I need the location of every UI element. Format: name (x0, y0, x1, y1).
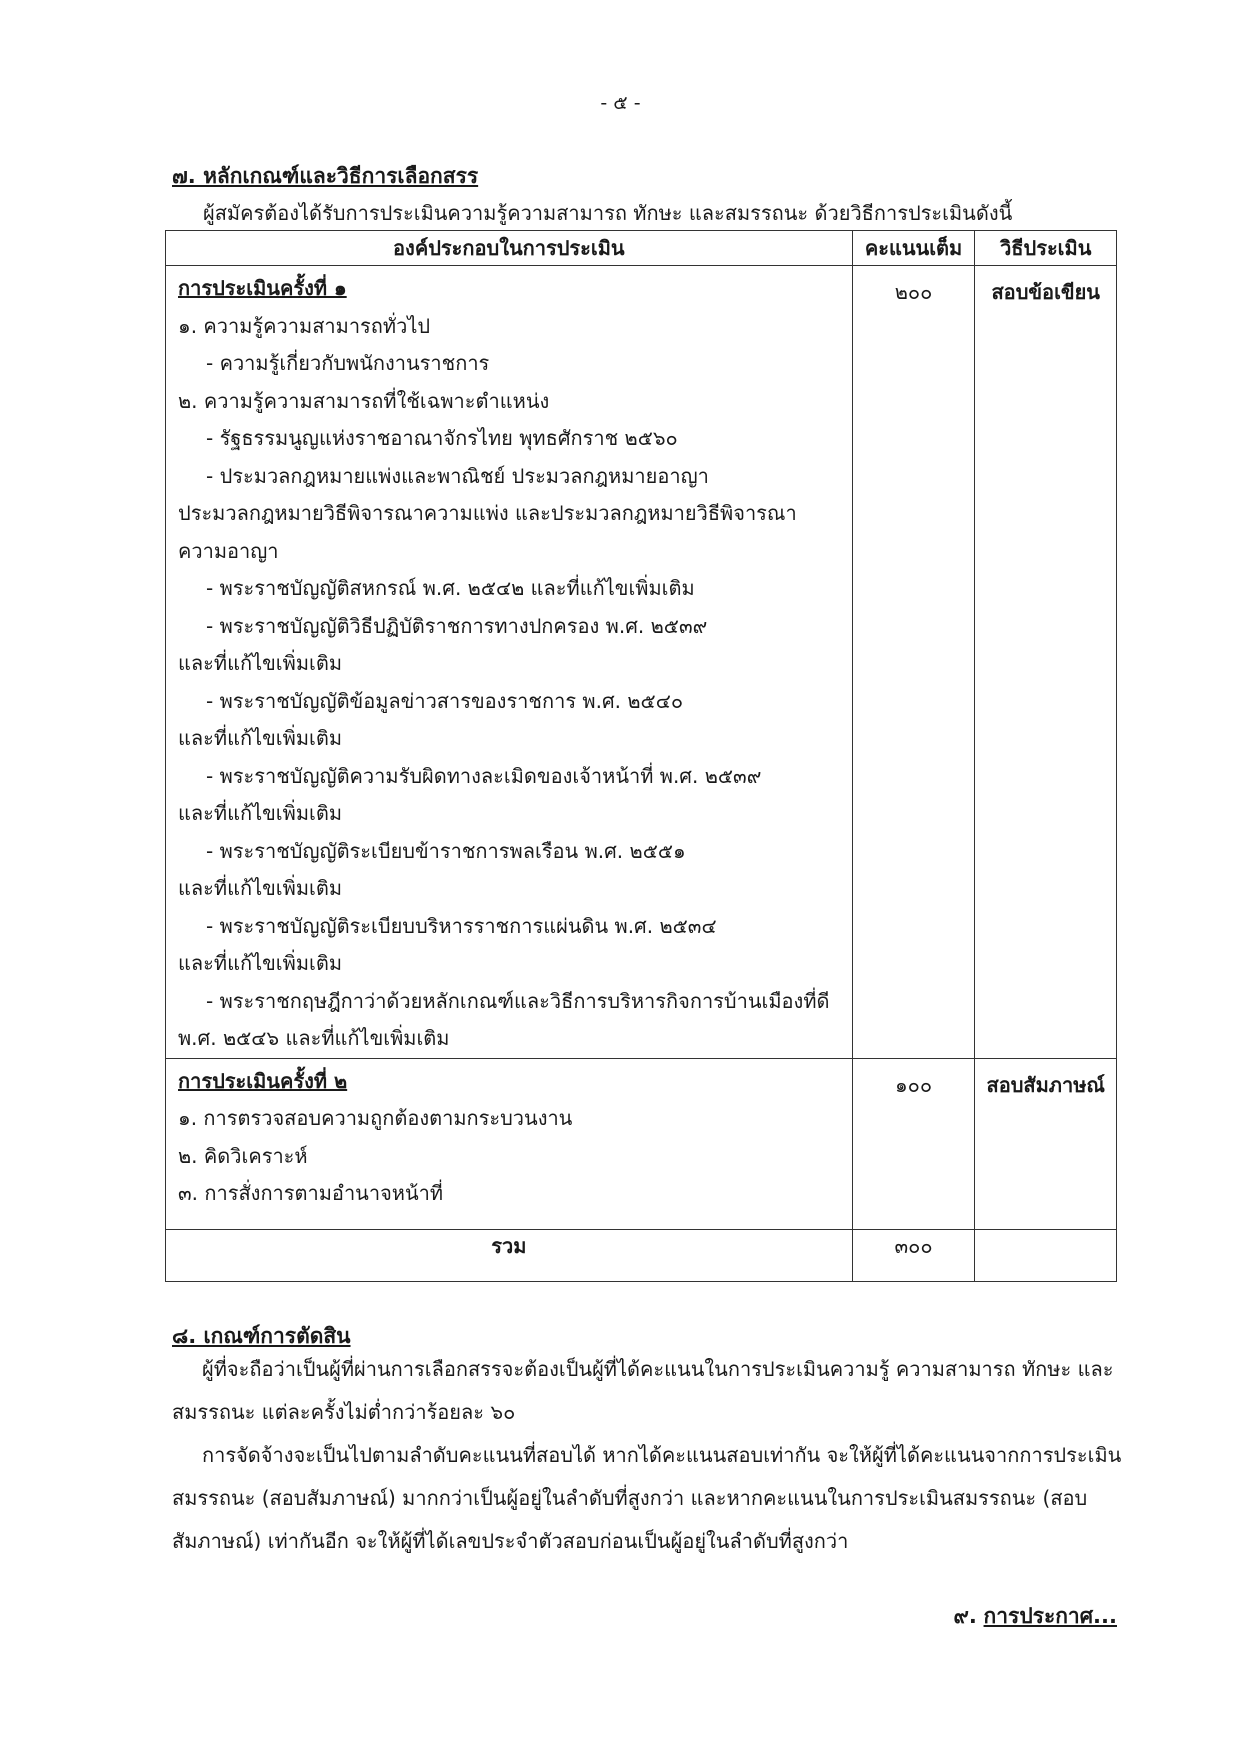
section7-heading: ๗. หลักเกณฑ์และวิธีการเลือกสรร (172, 164, 479, 188)
assessment-line: - พระราชกฤษฎีกาว่าด้วยหลักเกณฑ์และวิธีการบริหารกิจการบ้านเมืองที่ดี (206, 988, 830, 1013)
assessment-line: ความอาญา (178, 538, 279, 563)
header-full-score: คะแนนเต็ม (852, 231, 975, 266)
round1-lines (178, 308, 844, 1058)
assessment-line: และที่แก้ไขเพิ่มเติม (178, 801, 343, 825)
assessment-line: ๓. การสั่งการตามอำนาจหน้าที่ (178, 1181, 444, 1205)
round1-row (166, 266, 1117, 1059)
assessment-line: ประมวลกฎหมายวิธีพิจารณาความแพ่ง และประมวลกฎหมายวิธีพิจารณา (178, 501, 797, 525)
header-method: วิธีประเมิน (975, 231, 1117, 266)
round2-score: ๑๐๐ (852, 1058, 975, 1229)
round2-row (166, 1058, 1117, 1229)
total-row (166, 1229, 1117, 1281)
section7-intro: ผู้สมัครต้องได้รับการประเมินความรู้ความสามารถ ทักษะ และสมรรถนะ ด้วยวิธีการประเมินดังนี้ (203, 201, 1013, 225)
assessment-table (165, 230, 1117, 1282)
round2-title: การประเมินครั้งที่ ๒ (178, 1068, 348, 1093)
next-section-number: ๙. (953, 1604, 977, 1628)
assessment-line: - ความรู้เกี่ยวกับพนักงานราชการ (206, 351, 490, 375)
round1-method: สอบข้อเขียน (975, 266, 1117, 1059)
header-component: องค์ประกอบในการประเมิน (166, 231, 853, 266)
section8-para2: การจัดจ้างจะเป็นไปตามลำดับคะแนนที่สอบได้ หากได้คะแนนสอบเท่ากัน จะให้ผู้ที่ได้คะแนนจากการประเมินสมรรถนะ (สอบสัมภาษณ์) มากกว่าเป็นผู้อยู่ในลำดับที่สูงกว่า และหากคะแนนในการประเมินสมรรถนะ (สอบสัมภาษณ์) เท่ากันอีก จะให้ผู้ที่ได้เลขประจำตัวสอบก่อนเป็นผู้อยู่ในลำดับที่สูงกว่า (172, 1443, 1122, 1553)
total-method-empty (975, 1229, 1117, 1281)
assessment-line: - พระราชบัญญัติวิธีปฏิบัติราชการทางปกครอง พ.ศ. ๒๕๓๙ (206, 613, 708, 638)
assessment-line: - พระราชบัญญัติความรับผิดทางละเมิดของเจ้าหน้าที่ พ.ศ. ๒๕๓๙ (206, 763, 762, 788)
round2-lines (178, 1100, 844, 1213)
assessment-line: ๒. คิดวิเคราะห์ (178, 1143, 308, 1168)
total-score: ๓๐๐ (852, 1229, 975, 1281)
table-header-row (166, 231, 1117, 266)
assessment-line: - พระราชบัญญัติระเบียบข้าราชการพลเรือน พ.ศ. ๒๕๕๑ (206, 838, 686, 863)
assessment-line: - รัฐธรรมนูญแห่งราชอาณาจักรไทย พุทธศักราช ๒๕๖๐ (206, 426, 678, 450)
page-number: - ๕ - (600, 92, 641, 114)
round1-components (166, 266, 853, 1059)
section8-heading: ๘. เกณฑ์การตัดสิน (172, 1324, 351, 1348)
assessment-line: ๑. ความรู้ความสามารถทั่วไป (178, 313, 431, 338)
next-section-text: การประกาศ... (983, 1604, 1117, 1628)
total-label: รวม (166, 1229, 853, 1281)
round2-components (166, 1058, 853, 1229)
assessment-line: ๑. การตรวจสอบความถูกต้องตามกระบวนงาน (178, 1106, 573, 1130)
assessment-line: พ.ศ. ๒๕๔๖ และที่แก้ไขเพิ่มเติม (178, 1026, 450, 1050)
assessment-line: - ประมวลกฎหมายแพ่งและพาณิชย์ ประมวลกฎหมายอาญา (206, 463, 709, 488)
round1-score: ๒๐๐ (852, 266, 975, 1059)
round2-method: สอบสัมภาษณ์ (975, 1058, 1117, 1229)
next-section-reference (954, 1600, 1118, 1633)
assessment-line: ๒. ความรู้ความสามารถที่ใช้เฉพาะตำแหน่ง (178, 388, 550, 413)
assessment-line: - พระราชบัญญัติระเบียบบริหารราชการแผ่นดิน พ.ศ. ๒๕๓๔ (206, 913, 717, 938)
assessment-line: - พระราชบัญญัติสหกรณ์ พ.ศ. ๒๕๔๒ และที่แก้ไขเพิ่มเติม (206, 576, 695, 600)
assessment-line: - พระราชบัญญัติข้อมูลข่าวสารของราชการ พ.ศ. ๒๕๔๐ (206, 688, 684, 713)
assessment-line: และที่แก้ไขเพิ่มเติม (178, 876, 343, 900)
assessment-line: และที่แก้ไขเพิ่มเติม (178, 951, 343, 975)
assessment-line: และที่แก้ไขเพิ่มเติม (178, 651, 343, 675)
assessment-line: และที่แก้ไขเพิ่มเติม (178, 726, 343, 750)
section8-para1: ผู้ที่จะถือว่าเป็นผู้ที่ผ่านการเลือกสรรจะต้องเป็นผู้ที่ได้คะแนนในการประเมินความรู้ ความสามารถ ทักษะ และสมรรถนะ แต่ละครั้งไม่ต่ำกว่าร้อยละ ๖๐ (172, 1357, 1114, 1424)
round1-title: การประเมินครั้งที่ ๑ (178, 276, 347, 300)
